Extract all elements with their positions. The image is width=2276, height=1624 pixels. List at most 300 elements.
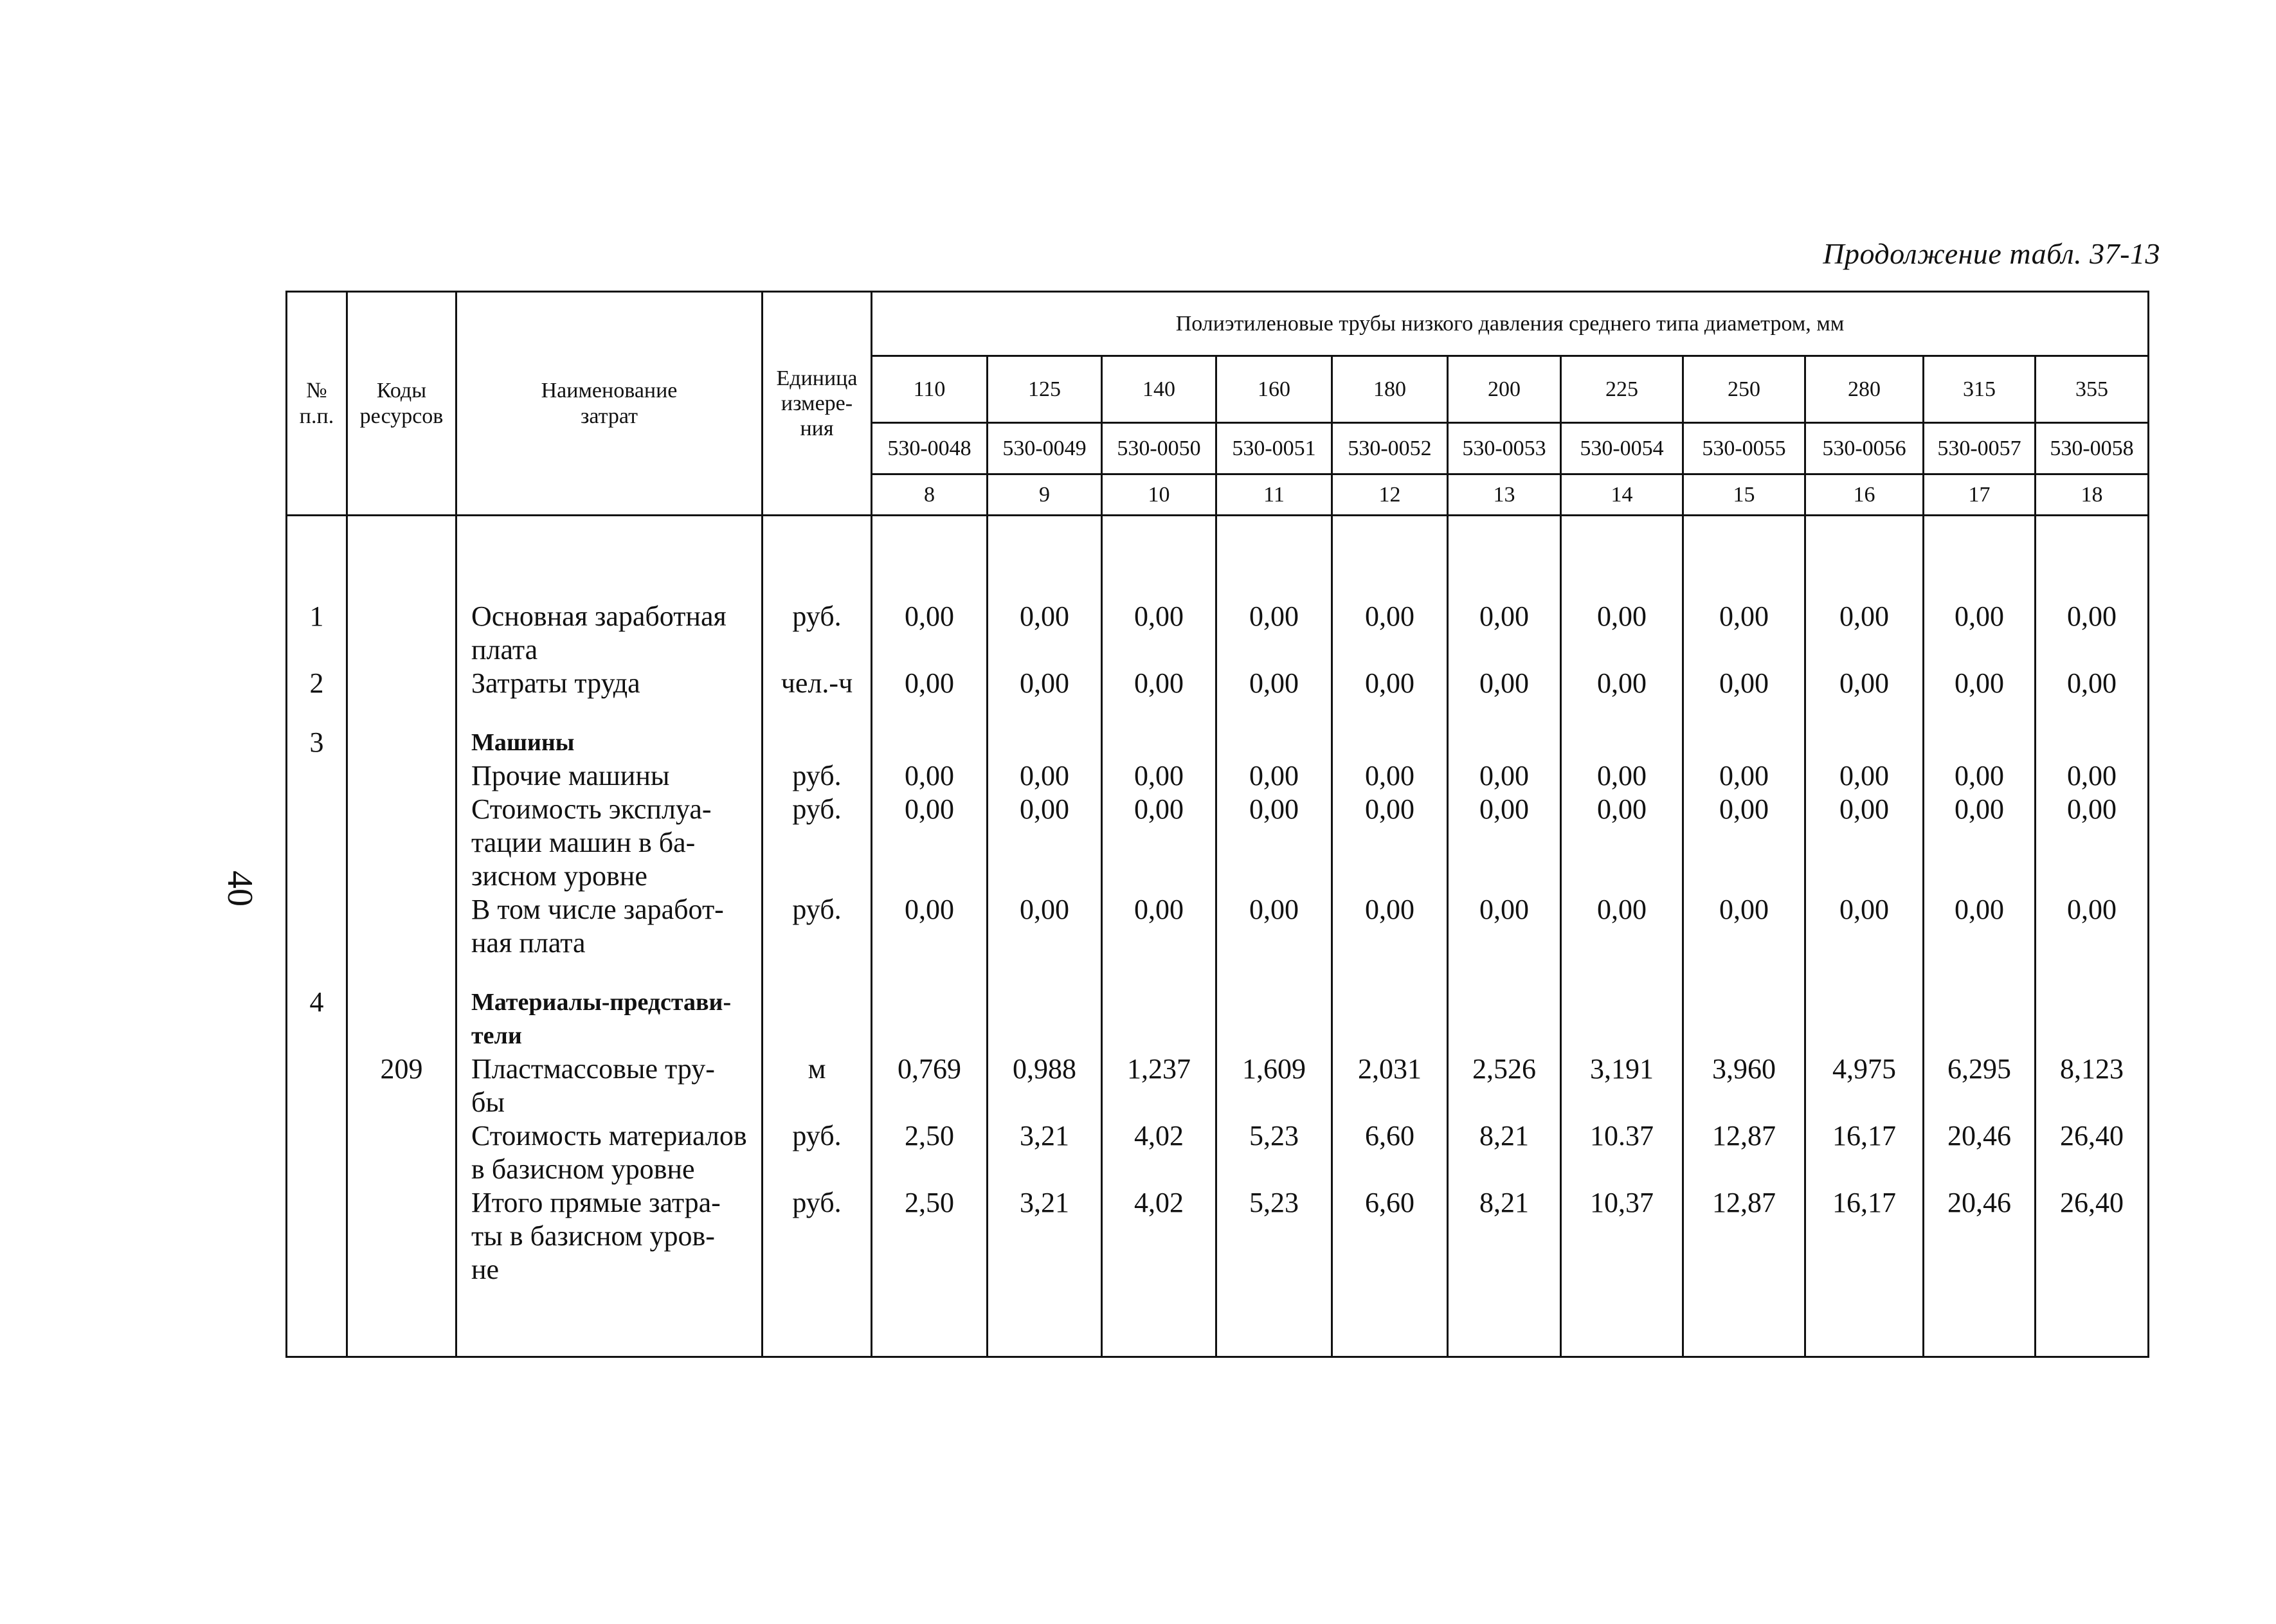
resource-code (348, 759, 455, 793)
cell-value (872, 726, 986, 759)
resource-code-header: 530-0054 (1561, 423, 1683, 474)
cell-value (1449, 633, 1560, 667)
cell-value: 0,00 (1020, 600, 1069, 632)
cell-value (1684, 960, 1804, 986)
cell-value (1103, 1253, 1215, 1286)
cell-value (1449, 986, 1560, 1019)
cell-value: 0,00 (1479, 600, 1529, 632)
cell-value: 0,00 (2067, 894, 2117, 925)
cell-value (988, 1220, 1101, 1253)
cost-name-line: В том числе заработ- (471, 894, 724, 925)
resource-code (348, 893, 455, 926)
cell-value (1562, 860, 1682, 893)
unit-value (763, 726, 871, 759)
unit-value: руб. (792, 600, 842, 632)
cell-value: 0,988 (1013, 1053, 1076, 1085)
diameter-header: 125 (988, 356, 1102, 423)
cell-value: 5,23 (1249, 1120, 1299, 1151)
cell-value: 4,02 (1134, 1120, 1184, 1151)
cell-value: 0,00 (1365, 667, 1414, 699)
diameter-header: 140 (1102, 356, 1216, 423)
unit-value (763, 633, 871, 667)
cell-value (2036, 926, 2147, 960)
cell-value (1217, 1086, 1331, 1119)
diameter-header: 110 (872, 356, 988, 423)
resource-code (348, 667, 455, 700)
cell-value: 4,02 (1134, 1187, 1184, 1218)
cell-value: 3,21 (1020, 1187, 1069, 1218)
cell-value: 0,00 (1479, 894, 1529, 925)
page-number: 40 (220, 871, 260, 907)
unit-value (763, 1220, 871, 1253)
column-number-header: 16 (1805, 474, 1924, 516)
resource-code (348, 1119, 455, 1153)
diameter-header: 200 (1448, 356, 1561, 423)
cell-value (1217, 700, 1331, 726)
cell-value (1806, 726, 1922, 759)
cell-value: 0,00 (1955, 760, 2004, 791)
cell-value (872, 926, 986, 960)
unit-value: м (808, 1053, 826, 1085)
cell-value (1217, 1019, 1331, 1052)
cell-value (1684, 826, 1804, 860)
cell-value: 0,00 (905, 760, 954, 791)
cell-value (1103, 726, 1215, 759)
cell-value (1562, 1019, 1682, 1052)
resource-code (348, 726, 455, 759)
row-number (287, 1119, 346, 1153)
unit-value (763, 986, 871, 1019)
resource-code (348, 986, 455, 1019)
cell-value: 0,00 (1839, 894, 1889, 925)
cell-value (1449, 1086, 1560, 1119)
cell-value: 0,00 (1134, 793, 1184, 825)
cell-value (1924, 1086, 2034, 1119)
cell-value (872, 986, 986, 1019)
cell-value (1684, 1253, 1804, 1286)
cell-value: 0,769 (898, 1053, 961, 1085)
cost-name-line: Пластмассовые тру- (471, 1053, 715, 1085)
row-number (287, 1153, 346, 1186)
cell-value (1924, 633, 2034, 667)
cell-value (1333, 700, 1447, 726)
unit-value: руб. (792, 1120, 842, 1151)
cell-value: 8,21 (1479, 1187, 1529, 1218)
cost-name-line: Прочие машины (471, 760, 670, 791)
cell-value (1217, 1220, 1331, 1253)
cell-value: 10.37 (1590, 1120, 1654, 1151)
codes-column (347, 516, 456, 1357)
cell-value (872, 1019, 986, 1052)
cell-value (1806, 1086, 1922, 1119)
cell-value (1103, 1019, 1215, 1052)
cell-value (1684, 1220, 1804, 1253)
cell-value (1449, 1019, 1560, 1052)
cell-value (2036, 1153, 2147, 1186)
column-number-header: 9 (988, 474, 1102, 516)
cell-value (988, 1019, 1101, 1052)
cell-value (1333, 960, 1447, 986)
cell-value: 1,609 (1242, 1053, 1306, 1085)
cell-value: 26,40 (2060, 1187, 2124, 1218)
cell-value (1333, 1153, 1447, 1186)
cell-value (1562, 1086, 1682, 1119)
cell-value (988, 926, 1101, 960)
cell-value: 0,00 (1249, 600, 1299, 632)
cell-value (988, 700, 1101, 726)
resource-code (348, 960, 455, 986)
cell-value (1684, 1086, 1804, 1119)
cell-value: 0,00 (1719, 600, 1769, 632)
cell-value (1806, 960, 1922, 986)
cell-value (1806, 700, 1922, 726)
cell-value (1924, 960, 2034, 986)
cell-value (1562, 826, 1682, 860)
diameter-header: 225 (1561, 356, 1683, 423)
cell-value: 1,237 (1127, 1053, 1191, 1085)
cell-value: 3,21 (1020, 1120, 1069, 1151)
group-header: Полиэтиленовые трубы низкого давления среднего типа диаметром, мм (872, 292, 2149, 356)
cost-name-line: тации машин в ба- (471, 827, 696, 858)
cost-name-line: Материалы-представи- (471, 989, 732, 1016)
cell-value: 0,00 (1955, 600, 2004, 632)
cell-value (1684, 860, 1804, 893)
cell-value: 16,17 (1832, 1120, 1896, 1151)
unit-value (763, 960, 871, 986)
cell-value (1562, 700, 1682, 726)
resource-code-header: 530-0058 (2036, 423, 2149, 474)
row-number (287, 1186, 346, 1220)
cell-value: 0,00 (1249, 793, 1299, 825)
unit-value (763, 1153, 871, 1186)
cell-value (1684, 700, 1804, 726)
row-number: 2 (309, 667, 324, 699)
cell-value (1217, 1153, 1331, 1186)
column-number-header: 10 (1102, 474, 1216, 516)
cell-value (872, 1253, 986, 1286)
resource-code-header: 530-0053 (1448, 423, 1561, 474)
cell-value (988, 826, 1101, 860)
cell-value (1806, 1019, 1922, 1052)
cell-value (2036, 1019, 2147, 1052)
cell-value (1924, 1153, 2034, 1186)
resource-code (348, 793, 455, 826)
cell-value: 0,00 (905, 600, 954, 632)
cell-value: 0,00 (1719, 667, 1769, 699)
resource-code (348, 826, 455, 860)
cell-value (1806, 1253, 1922, 1286)
value-column (1924, 516, 2036, 1357)
unit-value (763, 826, 871, 860)
cell-value: 12,87 (1712, 1120, 1776, 1151)
unit-value (763, 1086, 871, 1119)
row-number (287, 759, 346, 793)
row-number (287, 893, 346, 926)
cell-value: 12,87 (1712, 1187, 1776, 1218)
resource-code-header: 530-0048 (872, 423, 988, 474)
cell-value: 0,00 (2067, 667, 2117, 699)
cell-value: 0,00 (1134, 894, 1184, 925)
diameter-header: 355 (2036, 356, 2149, 423)
value-column (1805, 516, 1924, 1357)
cell-value (872, 1086, 986, 1119)
cell-value (872, 633, 986, 667)
cell-value (1333, 1253, 1447, 1286)
cell-value (1449, 726, 1560, 759)
row-number (287, 700, 346, 726)
cell-value: 0,00 (2067, 600, 2117, 632)
cell-value (1924, 1253, 2034, 1286)
cell-value: 6,60 (1365, 1187, 1414, 1218)
cell-value: 0,00 (1597, 760, 1647, 791)
num-column (287, 516, 347, 1357)
cell-value (988, 1153, 1101, 1186)
cell-value: 3,960 (1712, 1053, 1776, 1085)
cell-value: 0,00 (1719, 894, 1769, 925)
cell-value (2036, 986, 2147, 1019)
cell-value (1562, 926, 1682, 960)
value-column (1102, 516, 1216, 1357)
column-number-header: 18 (2036, 474, 2149, 516)
value-column (872, 516, 988, 1357)
cell-value: 0,00 (1597, 600, 1647, 632)
cell-value (1449, 926, 1560, 960)
resource-code-header: 530-0052 (1332, 423, 1448, 474)
cell-value (1924, 860, 2034, 893)
resource-code (348, 700, 455, 726)
row-number (287, 860, 346, 893)
value-column (1216, 516, 1332, 1357)
cell-value: 20,46 (1947, 1120, 2011, 1151)
cost-name-line (457, 700, 761, 726)
cell-value: 0,00 (1134, 760, 1184, 791)
cell-value (1449, 826, 1560, 860)
cell-value (1924, 726, 2034, 759)
unit-value (763, 1019, 871, 1052)
cell-value: 0,00 (2067, 760, 2117, 791)
cell-value: 2,50 (905, 1187, 954, 1218)
cell-value: 0,00 (1249, 667, 1299, 699)
resource-code-header: 530-0057 (1924, 423, 2036, 474)
cost-name-line: Стоимость эксплуа- (471, 793, 712, 825)
cell-value (1924, 1220, 2034, 1253)
cost-name-line: ты в базисном уров- (471, 1220, 715, 1252)
cost-name-line: Затраты труда (471, 667, 640, 699)
cell-value: 2,50 (905, 1120, 954, 1151)
cell-value (1103, 1220, 1215, 1253)
cell-value (1924, 1019, 2034, 1052)
cost-name-line: Основная заработная (471, 600, 727, 632)
unit-value: руб. (792, 760, 842, 791)
resource-code (348, 926, 455, 960)
cost-name-line: не (471, 1254, 500, 1285)
unit-value: руб. (792, 894, 842, 925)
cell-value (1562, 1253, 1682, 1286)
cell-value: 0,00 (1719, 760, 1769, 791)
cell-value (1806, 826, 1922, 860)
row-number: 4 (309, 986, 324, 1018)
cost-name-line: бы (471, 1087, 505, 1118)
cell-value: 0,00 (1839, 600, 1889, 632)
cell-value: 6,295 (1947, 1053, 2011, 1085)
column-number-header: 14 (1561, 474, 1683, 516)
cell-value (872, 826, 986, 860)
resource-code (348, 1186, 455, 1220)
cell-value (1103, 826, 1215, 860)
cell-value: 0,00 (1597, 793, 1647, 825)
cell-value (1217, 986, 1331, 1019)
cell-value: 0,00 (1719, 793, 1769, 825)
cell-value (872, 960, 986, 986)
cell-value: 0,00 (1249, 760, 1299, 791)
row-number (287, 926, 346, 960)
row-number (287, 1220, 346, 1253)
cell-value (1684, 986, 1804, 1019)
value-column (1332, 516, 1448, 1357)
row-number: 1 (309, 600, 324, 632)
cell-value (1562, 1153, 1682, 1186)
diameter-header: 280 (1805, 356, 1924, 423)
cell-value (1806, 926, 1922, 960)
cell-value: 0,00 (2067, 793, 2117, 825)
cell-value: 0,00 (1839, 667, 1889, 699)
cell-value (1806, 1153, 1922, 1186)
row-number (287, 960, 346, 986)
cell-value (988, 860, 1101, 893)
cell-value (1217, 633, 1331, 667)
cell-value (1333, 1220, 1447, 1253)
cell-value (988, 726, 1101, 759)
cell-value: 0,00 (905, 894, 954, 925)
cell-value (1924, 926, 2034, 960)
cell-value: 0,00 (1134, 667, 1184, 699)
cell-value (1449, 1153, 1560, 1186)
cell-value (988, 633, 1101, 667)
cell-value (872, 1153, 986, 1186)
name-header: Наименование затрат (456, 292, 763, 516)
cell-value (1103, 700, 1215, 726)
cell-value (1103, 1153, 1215, 1186)
cell-value (1103, 1086, 1215, 1119)
cell-value (1103, 986, 1215, 1019)
cell-value (1333, 860, 1447, 893)
cell-value (1562, 1220, 1682, 1253)
cell-value (2036, 860, 2147, 893)
cell-value (988, 986, 1101, 1019)
cell-value (2036, 960, 2147, 986)
column-number-header: 13 (1448, 474, 1561, 516)
resource-code: 209 (380, 1053, 423, 1085)
cell-value: 8,21 (1479, 1120, 1529, 1151)
row-number (287, 793, 346, 826)
resource-code-header: 530-0056 (1805, 423, 1924, 474)
cell-value (1806, 1220, 1922, 1253)
resource-code (348, 1153, 455, 1186)
cell-value: 0,00 (1479, 793, 1529, 825)
cost-name-line (457, 960, 761, 986)
cell-value (1449, 1220, 1560, 1253)
cell-value (2036, 1086, 2147, 1119)
cell-value (1684, 926, 1804, 960)
cell-value (1217, 726, 1331, 759)
cell-value (1924, 826, 2034, 860)
resource-code-header: 530-0055 (1683, 423, 1805, 474)
cell-value (1333, 726, 1447, 759)
value-column (988, 516, 1102, 1357)
value-column (1448, 516, 1561, 1357)
column-number-header: 8 (872, 474, 988, 516)
cell-value: 2,526 (1472, 1053, 1536, 1085)
row-number (287, 633, 346, 667)
resource-code (348, 860, 455, 893)
cell-value (1562, 960, 1682, 986)
cell-value: 5,23 (1249, 1187, 1299, 1218)
num-header: № п.п. (287, 292, 347, 516)
cell-value: 6,60 (1365, 1120, 1414, 1151)
cell-value: 0,00 (1020, 667, 1069, 699)
unit-value: руб. (792, 1187, 842, 1218)
cell-value (1684, 726, 1804, 759)
cell-value: 0,00 (1365, 793, 1414, 825)
cell-value (872, 1220, 986, 1253)
row-number (287, 1086, 346, 1119)
cell-value: 0,00 (1955, 793, 2004, 825)
diameter-header: 250 (1683, 356, 1805, 423)
cost-name-line: Итого прямые затра- (471, 1187, 721, 1218)
cell-value: 0,00 (1365, 760, 1414, 791)
cost-name-line: зисном уровне (471, 860, 647, 892)
cell-value (2036, 700, 2147, 726)
value-column (2036, 516, 2149, 1357)
value-column (1683, 516, 1805, 1357)
cell-value: 0,00 (1839, 793, 1889, 825)
cell-value (872, 860, 986, 893)
cell-value (988, 1253, 1101, 1286)
row-number (287, 1019, 346, 1052)
cell-value (1333, 633, 1447, 667)
cell-value (1333, 986, 1447, 1019)
cell-value: 3,191 (1590, 1053, 1654, 1085)
cost-name-line: плата (471, 634, 538, 665)
unit-header: Единица измере- ния (763, 292, 872, 516)
resource-code (348, 1253, 455, 1286)
cell-value (872, 700, 986, 726)
cell-value (1103, 633, 1215, 667)
cost-table (285, 291, 2149, 1358)
cell-value: 0,00 (1479, 667, 1529, 699)
resource-code (348, 1086, 455, 1119)
cell-value: 0,00 (1597, 667, 1647, 699)
row-number (287, 1253, 346, 1286)
cell-value: 0,00 (1839, 760, 1889, 791)
cost-name-line: ная плата (471, 927, 586, 959)
cell-value (2036, 826, 2147, 860)
cell-value (1449, 960, 1560, 986)
cell-value: 20,46 (1947, 1187, 2011, 1218)
cell-value (1562, 986, 1682, 1019)
unit-value: чел.-ч (781, 667, 853, 699)
cell-value: 0,00 (1955, 667, 2004, 699)
row-number: 3 (309, 726, 324, 758)
cell-value (1333, 926, 1447, 960)
names-column (456, 516, 763, 1357)
cell-value (1333, 1019, 1447, 1052)
cell-value: 0,00 (905, 793, 954, 825)
cell-value (1217, 960, 1331, 986)
cost-name-line: Машины (471, 729, 575, 756)
column-number-header: 12 (1332, 474, 1448, 516)
cell-value: 16,17 (1832, 1187, 1896, 1218)
